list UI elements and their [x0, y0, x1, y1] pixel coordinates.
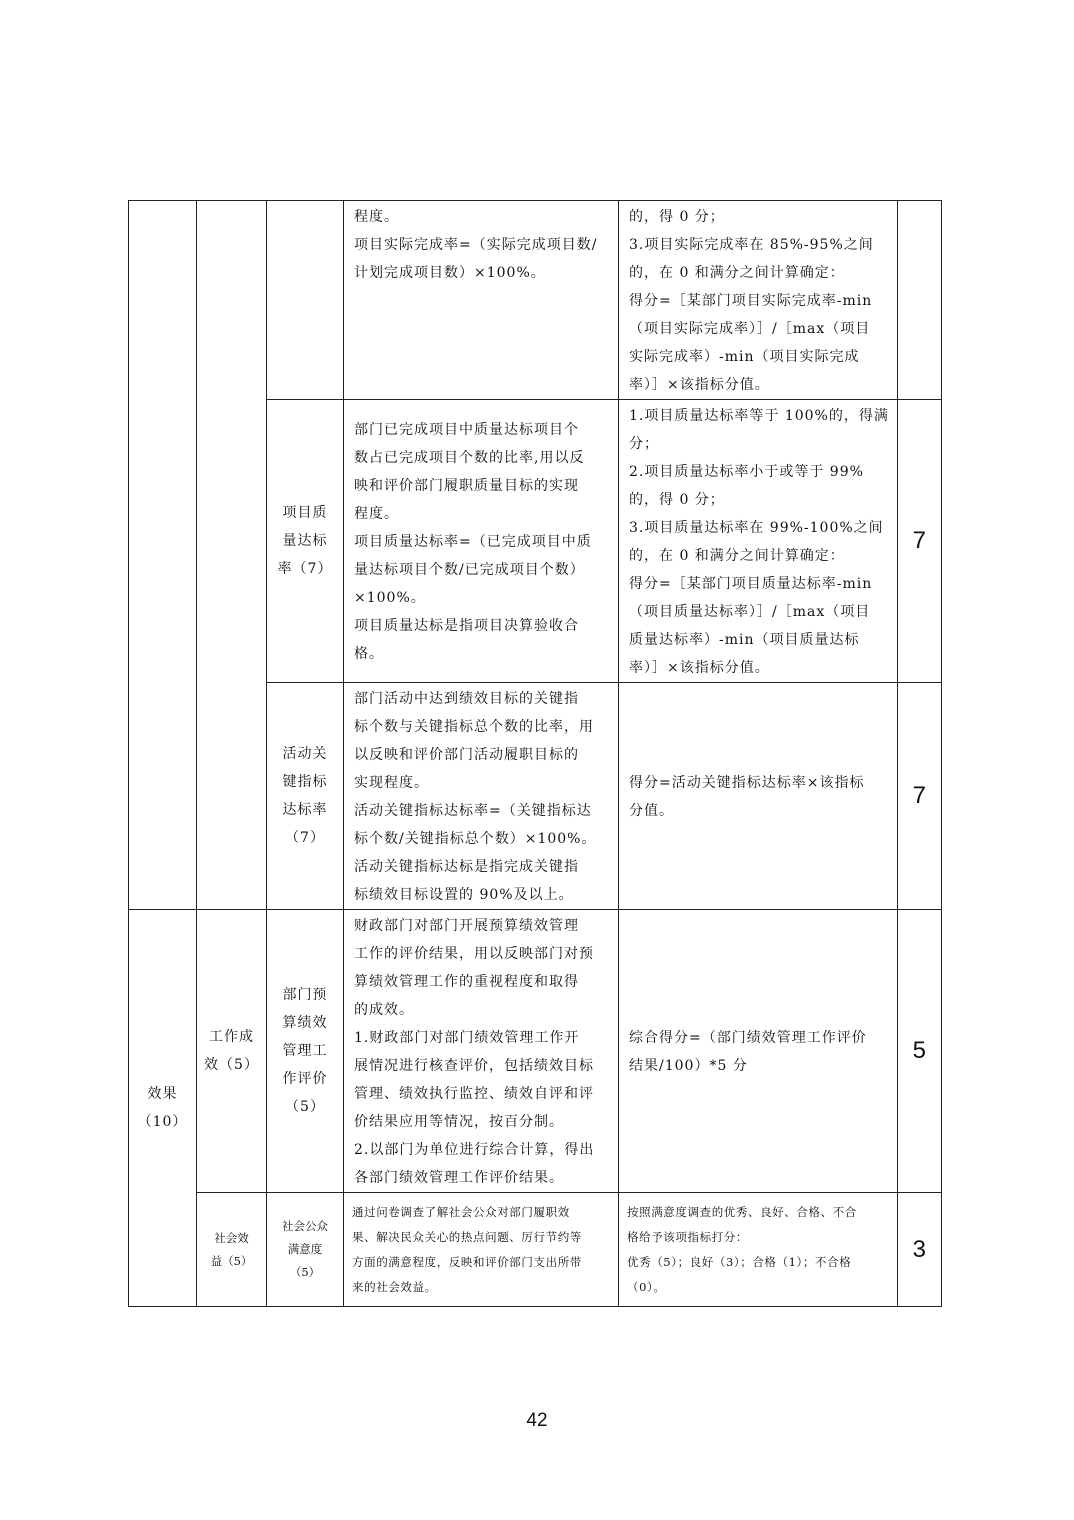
- score-cell: [897, 201, 941, 400]
- description-line: 以反映和评价部门活动履职目标的: [354, 747, 579, 763]
- subcategory-cell: [197, 201, 267, 910]
- indicator-cell: [267, 400, 344, 683]
- criteria-line: （0）。: [627, 1279, 666, 1294]
- criteria-line: 率）］×该指标分值。: [629, 660, 770, 676]
- indicator-cell: [267, 683, 344, 910]
- criteria-line: 率）］×该指标分值。: [629, 377, 770, 393]
- criteria-line: 的，在 0 和满分之间计算确定：: [629, 265, 845, 281]
- indicator-line: 率（7）: [277, 561, 333, 577]
- subcategory-line: 工作成: [209, 1029, 254, 1045]
- table-row: [129, 910, 942, 1193]
- criteria-line: 2.项目质量达标率小于或等于 99%: [629, 464, 864, 480]
- description-cell: [344, 683, 619, 910]
- description-line: 项目质量达标率=（已完成项目中质: [354, 534, 592, 550]
- criteria-line: 质量达标率）-min（项目质量达标: [629, 632, 860, 648]
- category-line: （10）: [137, 1114, 188, 1130]
- criteria-line: 的，在 0 和满分之间计算确定：: [629, 548, 845, 564]
- description-line: 活动关键指标达标是指完成关键指: [354, 859, 579, 875]
- description-line: 项目质量达标是指项目决算验收合: [354, 618, 579, 634]
- indicator-line: 社会公众: [282, 1219, 328, 1233]
- indicator-line: （5）: [285, 1099, 325, 1115]
- description-line: 果、解决民众关心的热点问题、厉行节约等: [352, 1229, 582, 1244]
- subcategory-line: 社会效: [214, 1230, 249, 1245]
- description-line: 的成效。: [354, 1002, 414, 1018]
- description-line: 活动关键指标达标率=（关键指标达: [354, 803, 592, 819]
- category-cell: [129, 201, 197, 910]
- description-line: 实现程度。: [354, 775, 429, 791]
- table-row: [129, 201, 942, 400]
- criteria-cell: [619, 910, 898, 1193]
- description-line: 管理、绩效执行监控、绩效自评和评: [354, 1086, 594, 1102]
- description-line: 1.财政部门对部门绩效管理工作开: [354, 1030, 580, 1046]
- description-line: 部门已完成项目中质量达标项目个: [354, 422, 579, 438]
- description-line: ×100%。: [354, 590, 426, 606]
- indicator-line: （7）: [285, 830, 325, 846]
- page-number: 42: [526, 1410, 548, 1431]
- criteria-line: 得分=［某部门项目实际完成率-min: [629, 293, 873, 309]
- score-value: 3: [897, 1193, 941, 1307]
- indicator-line: 键指标: [282, 774, 328, 790]
- indicator-cell: [267, 910, 344, 1193]
- description-line: 财政部门对部门开展预算绩效管理: [354, 918, 579, 934]
- criteria-line: 3.项目质量达标率在 99%-100%之间: [629, 520, 884, 536]
- criteria-cell: [619, 683, 898, 910]
- description-line: 2.以部门为单位进行综合计算，得出: [354, 1142, 595, 1158]
- indicator-line: 达标率: [282, 802, 328, 818]
- criteria-cell: [619, 1193, 898, 1307]
- criteria-line: 的，得 0 分；: [629, 492, 725, 508]
- description-cell: [344, 400, 619, 683]
- description-line: 各部门绩效管理工作评价结果。: [354, 1170, 564, 1186]
- description-line: 映和评价部门履职质量目标的实现: [354, 478, 579, 494]
- criteria-cell: [619, 400, 898, 683]
- description-line: 工作的评价结果，用以反映部门对预: [354, 946, 594, 962]
- criteria-line: 1.项目质量达标率等于 100%的，得满: [629, 408, 889, 424]
- criteria-line: 实际完成率）-min（项目实际完成: [629, 349, 860, 365]
- criteria-line: 分值。: [629, 803, 674, 819]
- description-line: 项目实际完成率=（实际完成项目数/: [354, 237, 598, 253]
- description-line: 程度。: [354, 209, 399, 225]
- description-line: 格。: [354, 646, 384, 662]
- description-line: 部门活动中达到绩效目标的关键指: [354, 691, 579, 707]
- criteria-line: 得分=［某部门项目质量达标率-min: [629, 576, 873, 592]
- score-value: 5: [897, 910, 941, 1193]
- criteria-line: 格给予该项指标打分：: [627, 1229, 748, 1244]
- description-line: 标个数与关键指标总个数的比率，用: [354, 719, 594, 735]
- description-line: 来的社会效益。: [352, 1279, 437, 1294]
- description-line: 算绩效管理工作的重视程度和取得: [354, 974, 579, 990]
- description-line: 标个数/关键指标总个数）×100%。: [354, 831, 597, 847]
- description-line: 标绩效目标设置的 90%及以上。: [354, 887, 574, 903]
- indicator-cell: [267, 1193, 344, 1307]
- description-line: 方面的满意程度，反映和评价部门支出所带: [352, 1254, 582, 1269]
- indicator-line: 部门预: [282, 987, 328, 1003]
- criteria-line: 得分=活动关键指标达标率×该指标: [629, 775, 865, 791]
- indicator-line: 满意度: [287, 1242, 323, 1256]
- criteria-line: 的，得 0 分；: [629, 209, 725, 225]
- criteria-line: （项目实际完成率）］/［max（项目: [629, 321, 871, 337]
- indicator-line: 活动关: [282, 746, 328, 762]
- description-line: 计划完成项目数）×100%。: [354, 265, 546, 281]
- indicator-line: （5）: [289, 1265, 321, 1279]
- description-cell: [344, 1193, 619, 1307]
- description-line: 量达标项目个数/已完成项目个数）: [354, 562, 585, 578]
- indicator-line: 算绩效: [282, 1015, 328, 1031]
- criteria-line: 按照满意度调查的优秀、良好、合格、不合: [627, 1204, 857, 1219]
- description-line: 数占已完成项目个数的比率,用以反: [354, 450, 585, 466]
- category-cell: [129, 910, 197, 1307]
- criteria-cell: [619, 201, 898, 400]
- criteria-line: 3.项目实际完成率在 85%-95%之间: [629, 237, 874, 253]
- indicator-line: 管理工: [282, 1043, 328, 1059]
- criteria-line: 优秀（5）；良好（3）；合格（1）；不合格: [627, 1254, 852, 1269]
- score-value: 7: [897, 400, 941, 683]
- subcategory-line: 益（5）: [210, 1253, 253, 1268]
- indicator-line: 量达标: [282, 533, 328, 549]
- criteria-line: （项目质量达标率）］/［max（项目: [629, 604, 871, 620]
- indicator-line: 项目质: [282, 505, 328, 521]
- subcategory-cell: [197, 910, 267, 1193]
- description-line: 展情况进行核查评价，包括绩效目标: [354, 1058, 594, 1074]
- subcategory-cell: [197, 1193, 267, 1307]
- description-cell: [344, 201, 619, 400]
- description-line: 程度。: [354, 506, 399, 522]
- criteria-line: 综合得分=（部门绩效管理工作评价: [629, 1030, 867, 1046]
- criteria-line: 结果/100）*5 分: [629, 1058, 748, 1074]
- description-line: 价结果应用等情况，按百分制。: [354, 1114, 564, 1130]
- continuation-mask: [127, 198, 267, 200]
- subcategory-line: 效（5）: [204, 1057, 259, 1073]
- description-cell: [344, 910, 619, 1193]
- description-line: 通过问卷调查了解社会公众对部门履职效: [352, 1204, 570, 1219]
- score-value: 7: [897, 683, 941, 910]
- criteria-line: 分；: [629, 436, 659, 452]
- category-line: 效果: [147, 1086, 178, 1102]
- evaluation-table: [128, 200, 942, 1307]
- indicator-line: 作评价: [282, 1071, 328, 1087]
- indicator-cell: [267, 201, 344, 400]
- table-row: [129, 1193, 942, 1307]
